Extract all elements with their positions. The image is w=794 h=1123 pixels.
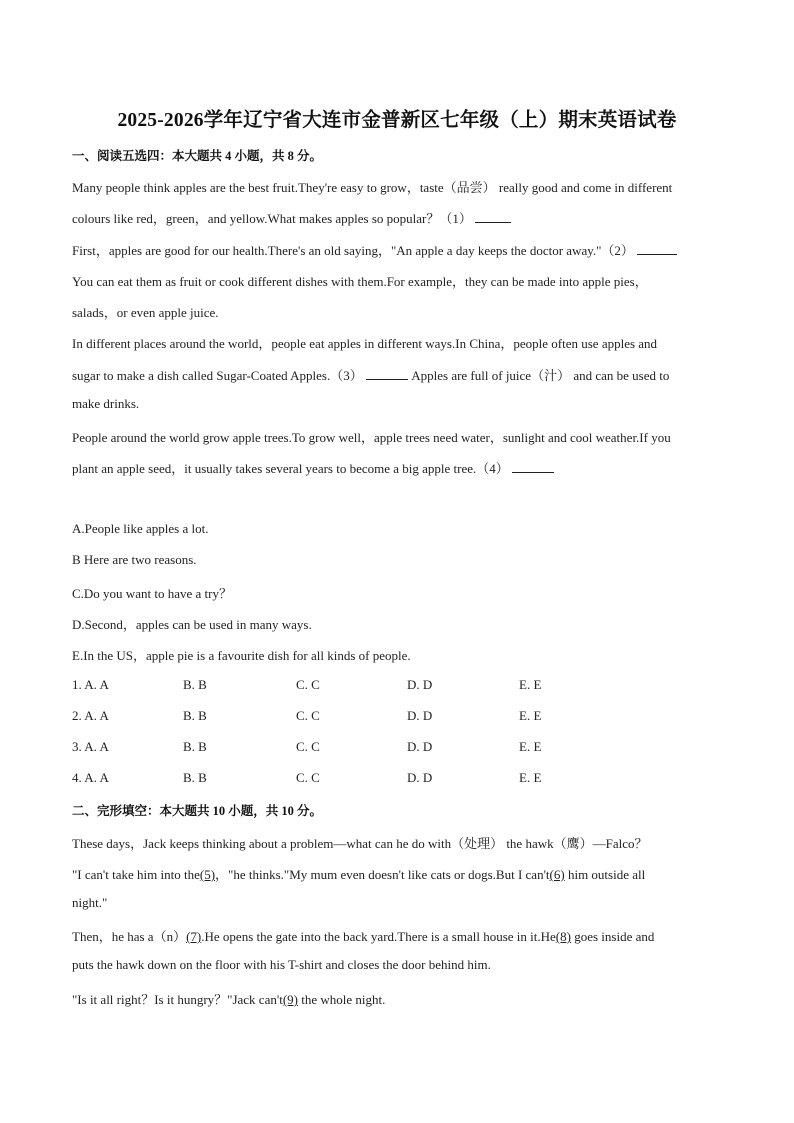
passage-text: plant an apple seed，it usually takes several years to become a big apple tree.（4） <box>72 461 509 476</box>
passage-line <box>72 208 511 227</box>
option-d: D.Second，apples can be used in many ways. <box>72 617 312 632</box>
section1-heading: 一、阅读五选四：本大题共 4 小题，共 8 分。 <box>72 149 323 163</box>
choice-c[interactable]: C. C <box>296 677 320 692</box>
passage-line <box>72 240 677 259</box>
choice-c[interactable]: C. C <box>296 770 320 785</box>
section2-heading: 二、完形填空：本大题共 10 小题，共 10 分。 <box>72 804 323 818</box>
cloze-text: him outside all <box>564 867 646 882</box>
cloze-line: These days，Jack keeps thinking about a problem—what can he do with（处理） the hawk（鹰）—Falco？ <box>72 836 648 851</box>
passage-text: Apples are full of juice（汁） and can be used to <box>407 368 670 383</box>
question-number[interactable]: 2. A. A <box>72 708 109 723</box>
cloze-line <box>72 864 645 883</box>
option-b: B Here are two reasons. <box>72 552 197 567</box>
passage-line: salads，or even apple juice. <box>72 305 219 320</box>
choice-e[interactable]: E. E <box>519 770 542 785</box>
cloze-blank-5[interactable]: (5) <box>199 867 216 882</box>
answer-blank-4[interactable] <box>512 461 554 473</box>
passage-line: In different places around the world，people eat apples in different ways.In China，people often use apples and <box>72 336 658 351</box>
cloze-text: Then，he has a（n） <box>72 929 187 944</box>
passage-line: People around the world grow apple trees.To grow well，apple trees need water，sunlight and cool weather.If you <box>72 430 671 445</box>
choice-b[interactable]: B. B <box>183 708 207 723</box>
choice-d[interactable]: D. D <box>407 739 433 754</box>
option-a: A.People like apples a lot. <box>72 521 209 536</box>
choice-b[interactable]: B. B <box>183 677 207 692</box>
passage-line: You can eat them as fruit or cook different dishes with them.For example，they can be made into apple pies， <box>72 274 648 289</box>
cloze-line: night." <box>72 895 108 910</box>
choice-b[interactable]: B. B <box>183 770 207 785</box>
choice-e[interactable]: E. E <box>519 708 542 723</box>
cloze-line: puts the hawk down on the floor with his T-shirt and closes the door behind him. <box>72 957 491 972</box>
cloze-blank-9[interactable]: (9) <box>282 992 298 1007</box>
choice-c[interactable]: C. C <box>296 739 320 754</box>
passage-text: sugar to make a dish called Sugar-Coated Apples.（3） <box>72 368 363 383</box>
passage-line <box>72 365 669 384</box>
cloze-line <box>72 926 654 945</box>
choice-d[interactable]: D. D <box>407 677 433 692</box>
cloze-blank-6[interactable]: (6) <box>549 867 565 882</box>
passage-text: colours like red，green，and yellow.What makes apples so popular？（1） <box>72 211 472 226</box>
passage-line: make drinks. <box>72 396 140 411</box>
answer-blank-2[interactable] <box>637 243 677 255</box>
choice-d[interactable]: D. D <box>407 770 433 785</box>
cloze-text: goes inside and <box>570 929 655 944</box>
option-e: E.In the US，apple pie is a favourite dish for all kinds of people. <box>72 648 411 663</box>
passage-text: First，apples are good for our health.There's an old saying，"An apple a day keeps the doctor away."（2） <box>72 243 634 258</box>
answer-blank-1[interactable] <box>475 211 511 223</box>
cloze-text: .He opens the gate into the back yard.There is a small house in it.He <box>201 929 556 944</box>
choice-e[interactable]: E. E <box>519 739 542 754</box>
cloze-blank-8[interactable]: (8) <box>555 929 571 944</box>
question-number[interactable]: 3. A. A <box>72 739 109 754</box>
passage-line <box>72 458 554 477</box>
cloze-text: ，"he thinks."My mum even doesn't like cats or dogs.But I can't <box>215 867 550 882</box>
choice-b[interactable]: B. B <box>183 739 207 754</box>
option-c: C.Do you want to have a try？ <box>72 586 232 601</box>
cloze-blank-7[interactable]: (7) <box>186 929 202 944</box>
question-number[interactable]: 1. A. A <box>72 677 109 692</box>
answer-blank-3[interactable] <box>366 368 408 380</box>
question-number[interactable]: 4. A. A <box>72 770 109 785</box>
passage-line: Many people think apples are the best fruit.They're easy to grow，taste（品尝） really good and come in different <box>72 180 673 195</box>
choice-c[interactable]: C. C <box>296 708 320 723</box>
cloze-text: the whole night. <box>297 992 386 1007</box>
cloze-text: "I can't take him into the <box>72 867 200 882</box>
cloze-text: "Is it all right？Is it hungry？"Jack can't <box>72 992 283 1007</box>
choice-d[interactable]: D. D <box>407 708 433 723</box>
cloze-line <box>72 989 385 1008</box>
choice-e[interactable]: E. E <box>519 677 542 692</box>
exam-title: 2025-2026学年辽宁省大连市金普新区七年级（上）期末英语试卷 <box>117 110 677 131</box>
